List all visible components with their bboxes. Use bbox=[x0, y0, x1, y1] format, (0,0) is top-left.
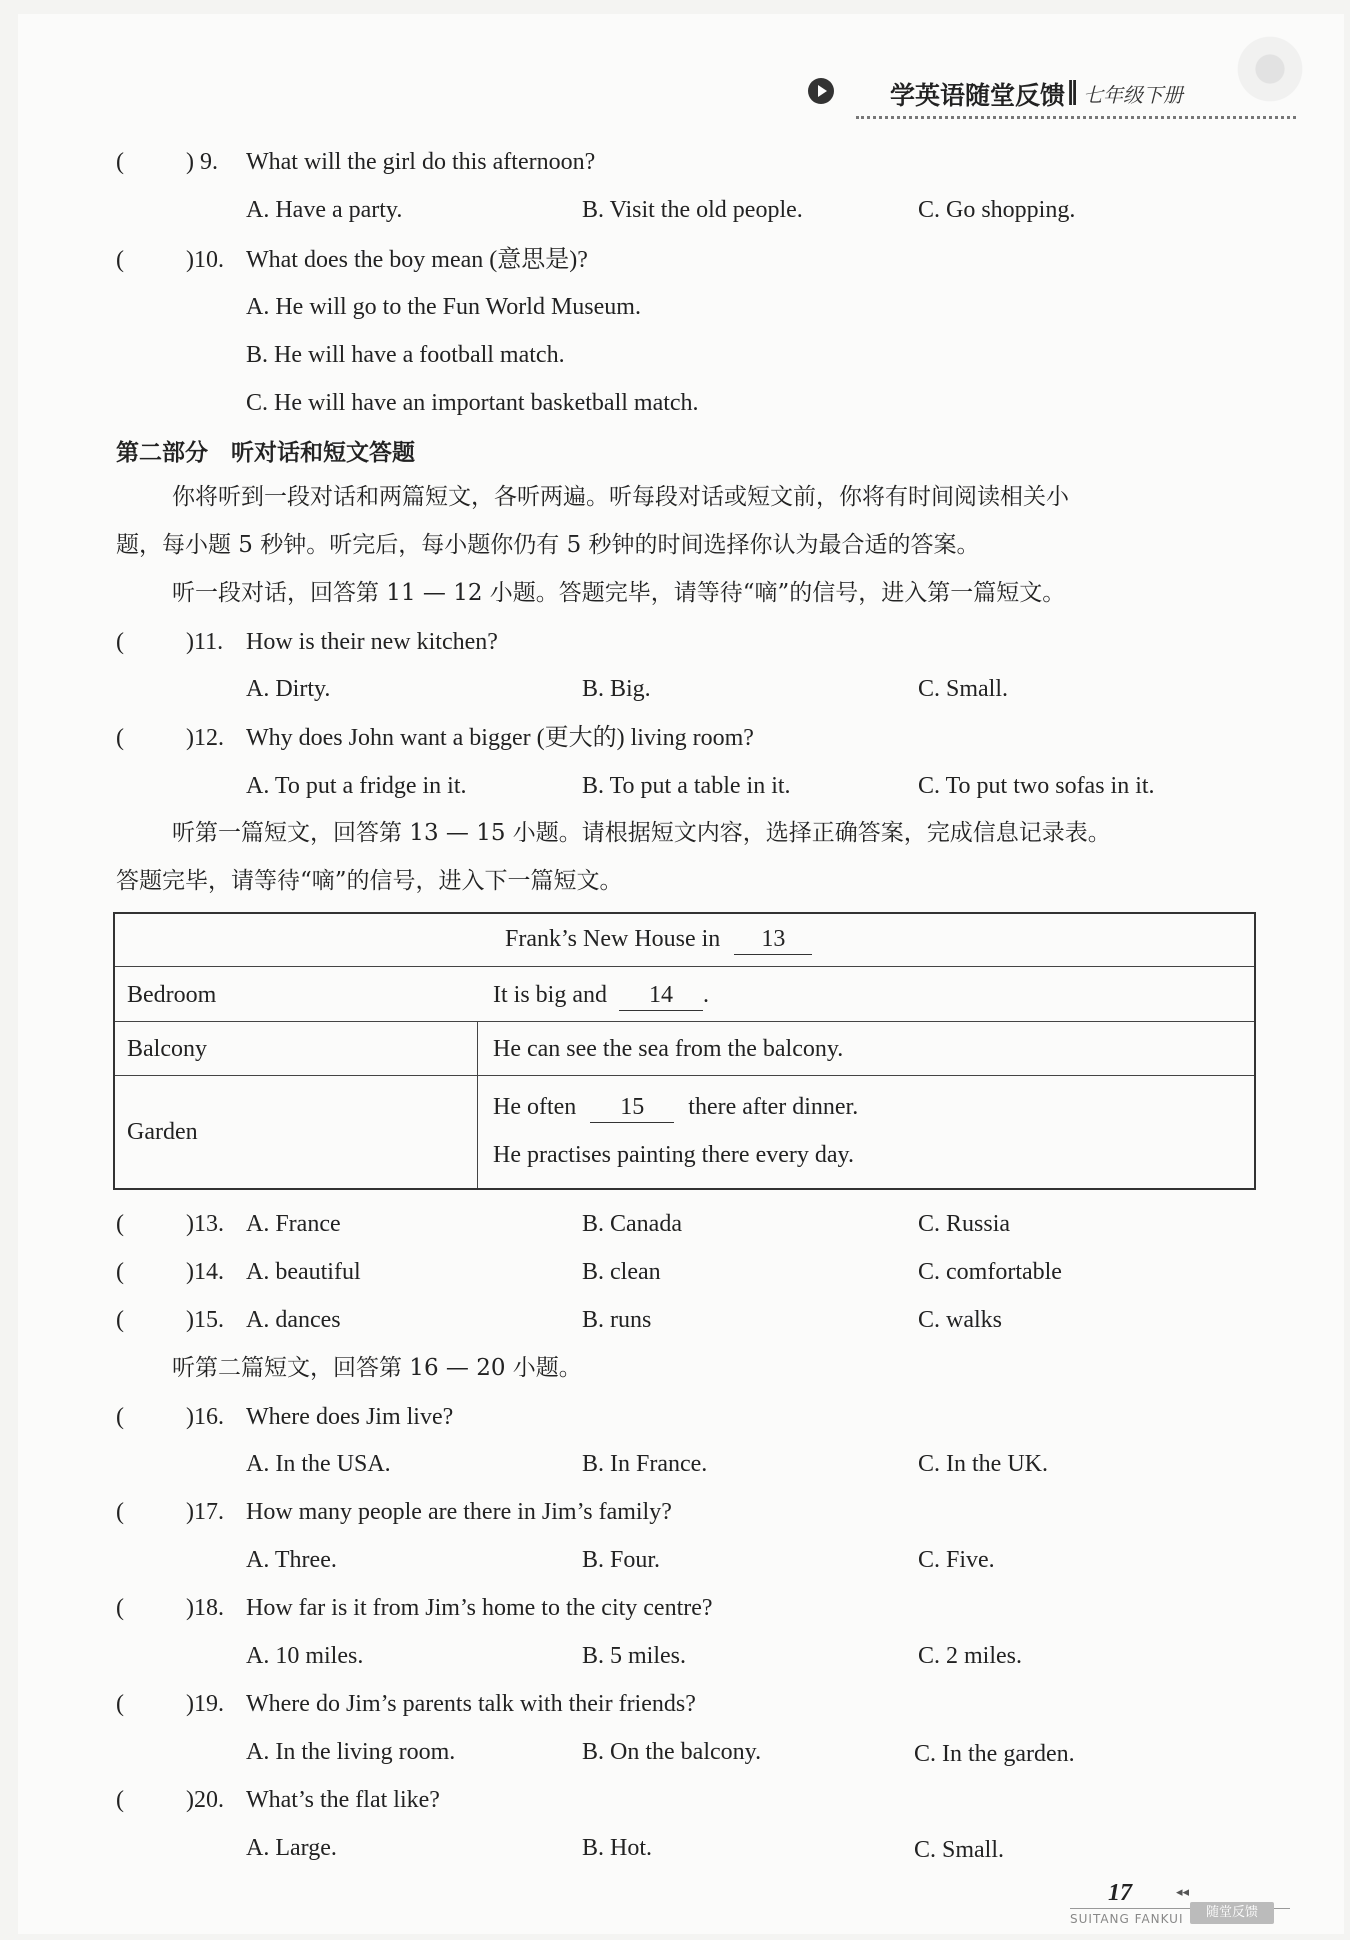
intro-text-line1: 你将听到一段对话和两篇短文，各听两遍。听每段对话或短文前，你将有时间阅读相关小 bbox=[172, 484, 1069, 510]
question-text: What’s the flat like? bbox=[246, 1787, 440, 1813]
question-number: )17. bbox=[186, 1499, 224, 1525]
table-divider bbox=[115, 1075, 1254, 1076]
title-separator: ‖ bbox=[1066, 76, 1079, 105]
option-b: B. 5 miles. bbox=[582, 1643, 687, 1669]
option-b: B. To put a table in it. bbox=[582, 773, 791, 799]
row-text-suffix: there after dinner. bbox=[688, 1094, 859, 1120]
dotted-rule bbox=[856, 116, 1296, 119]
footer-brand: SUITANG FANKUI bbox=[1070, 1912, 1184, 1926]
option-b: B. In France. bbox=[582, 1451, 708, 1477]
option-a: A. He will go to the Fun World Museum. bbox=[246, 294, 641, 320]
intro-text-line2: 题，每小题 5 秒钟。听完后，每小题你仍有 5 秒钟的时间选择你认为最合适的答案。 bbox=[116, 532, 980, 558]
question-number: )11. bbox=[186, 629, 224, 655]
question-text: Where does Jim live? bbox=[246, 1404, 454, 1430]
question-number: )15. bbox=[186, 1307, 224, 1333]
option-c: C. Russia bbox=[918, 1211, 1011, 1237]
question-text: What does the boy mean (意思是)? bbox=[246, 247, 588, 273]
table-column-divider bbox=[477, 1021, 478, 1188]
option-c: C. In the garden. bbox=[914, 1741, 1075, 1767]
row-content-garden-line1 bbox=[493, 1092, 858, 1123]
option-a: A. Large. bbox=[246, 1835, 337, 1861]
page-number: 17 bbox=[1108, 1880, 1132, 1906]
option-a: A. In the living room. bbox=[246, 1739, 456, 1765]
question-number: )13. bbox=[186, 1211, 224, 1237]
table-divider bbox=[115, 966, 1254, 967]
option-a: A. dances bbox=[246, 1307, 341, 1333]
answer-paren: ( bbox=[116, 1691, 124, 1717]
option-a: A. France bbox=[246, 1211, 341, 1237]
dialog-instruction: 听一段对话，回答第 11 — 12 小题。答题完毕，请等待“嘀”的信号，进入第一篇短文。 bbox=[172, 580, 1066, 606]
option-b: B. He will have a football match. bbox=[246, 342, 565, 368]
option-b: B. clean bbox=[582, 1259, 661, 1285]
arrow-icon: ◂◂ bbox=[1176, 1885, 1190, 1900]
answer-paren: ( bbox=[116, 1499, 124, 1525]
answer-paren: ( bbox=[116, 725, 124, 751]
passage1-instruction-line2: 答题完毕，请等待“嘀”的信号，进入下一篇短文。 bbox=[116, 868, 623, 894]
answer-paren: ( bbox=[116, 1211, 124, 1237]
blank-13: 13 bbox=[734, 924, 812, 955]
option-c: C. In the UK. bbox=[918, 1451, 1048, 1477]
question-number: )12. bbox=[186, 725, 224, 751]
option-a: A. Have a party. bbox=[246, 197, 403, 223]
answer-paren: ( bbox=[116, 149, 124, 175]
answer-paren: ( bbox=[116, 247, 124, 273]
option-b: B. Big. bbox=[582, 676, 651, 702]
blank-14: 14 bbox=[619, 980, 703, 1011]
option-b: B. Visit the old people. bbox=[582, 197, 803, 223]
table-title bbox=[505, 924, 812, 955]
answer-paren: ( bbox=[116, 629, 124, 655]
question-number: ) 9. bbox=[186, 149, 218, 175]
option-a: A. To put a fridge in it. bbox=[246, 773, 467, 799]
option-c: C. Small. bbox=[918, 676, 1009, 702]
row-label-garden: Garden bbox=[127, 1119, 198, 1145]
option-a: A. In the USA. bbox=[246, 1451, 391, 1477]
question-number: )14. bbox=[186, 1259, 224, 1285]
question-number: )19. bbox=[186, 1691, 224, 1717]
answer-paren: ( bbox=[116, 1595, 124, 1621]
passage1-instruction-line1: 听第一篇短文，回答第 13 — 15 小题。请根据短文内容，选择正确答案，完成信息记录表。 bbox=[172, 820, 1111, 846]
row-label-bedroom: Bedroom bbox=[127, 982, 217, 1008]
option-b: B. Canada bbox=[582, 1211, 682, 1237]
question-text: How many people are there in Jim’s family? bbox=[246, 1499, 672, 1525]
option-a: A. beautiful bbox=[246, 1259, 361, 1285]
question-text: What will the girl do this afternoon? bbox=[246, 149, 596, 175]
option-a: A. Dirty. bbox=[246, 676, 331, 702]
question-text: Why does John want a bigger (更大的) living room? bbox=[246, 725, 754, 751]
floral-decoration bbox=[1215, 24, 1325, 114]
answer-paren: ( bbox=[116, 1259, 124, 1285]
play-icon bbox=[808, 78, 834, 104]
footer-badge: 随堂反馈 bbox=[1190, 1902, 1274, 1924]
option-b: B. runs bbox=[582, 1307, 652, 1333]
option-c: C. walks bbox=[918, 1307, 1002, 1333]
row-text: It is big and bbox=[493, 982, 607, 1008]
question-text: Where do Jim’s parents talk with their friends? bbox=[246, 1691, 696, 1717]
question-number: )16. bbox=[186, 1404, 224, 1430]
table-title-text: Frank’s New House in bbox=[505, 926, 721, 952]
answer-paren: ( bbox=[116, 1787, 124, 1813]
option-c: C. To put two sofas in it. bbox=[918, 773, 1155, 799]
blank-15: 15 bbox=[590, 1092, 674, 1123]
option-c: C. Small. bbox=[914, 1837, 1005, 1863]
option-c: C. Five. bbox=[918, 1547, 995, 1573]
answer-paren: ( bbox=[116, 1404, 124, 1430]
question-number: )10. bbox=[186, 247, 224, 273]
question-text: How is their new kitchen? bbox=[246, 629, 498, 655]
row-label-balcony: Balcony bbox=[127, 1036, 207, 1062]
row-text-suffix: . bbox=[703, 982, 709, 1008]
option-b: B. On the balcony. bbox=[582, 1739, 762, 1765]
option-b: B. Four. bbox=[582, 1547, 661, 1573]
series-title: 学英语随堂反馈 bbox=[890, 81, 1066, 110]
question-number: )20. bbox=[186, 1787, 224, 1813]
option-c: C. He will have an important basketball match. bbox=[246, 390, 699, 416]
option-b: B. Hot. bbox=[582, 1835, 653, 1861]
option-c: C. comfortable bbox=[918, 1259, 1062, 1285]
info-table bbox=[113, 912, 1256, 1190]
table-divider bbox=[115, 1021, 1254, 1022]
section-title: 第二部分 听对话和短文答题 bbox=[116, 440, 415, 466]
option-c: C. 2 miles. bbox=[918, 1643, 1023, 1669]
option-a: A. Three. bbox=[246, 1547, 337, 1573]
option-a: A. 10 miles. bbox=[246, 1643, 364, 1669]
answer-paren: ( bbox=[116, 1307, 124, 1333]
grade-label: 七年级下册 bbox=[1083, 83, 1183, 107]
passage2-instruction: 听第二篇短文，回答第 16 — 20 小题。 bbox=[172, 1355, 582, 1381]
row-content-balcony: He can see the sea from the balcony. bbox=[493, 1036, 844, 1062]
row-content-bedroom bbox=[493, 980, 709, 1011]
question-text: How far is it from Jim’s home to the city centre? bbox=[246, 1595, 713, 1621]
option-c: C. Go shopping. bbox=[918, 197, 1076, 223]
row-content-garden-line2: He practises painting there every day. bbox=[493, 1142, 854, 1168]
question-number: )18. bbox=[186, 1595, 224, 1621]
row-text: He often bbox=[493, 1094, 577, 1120]
